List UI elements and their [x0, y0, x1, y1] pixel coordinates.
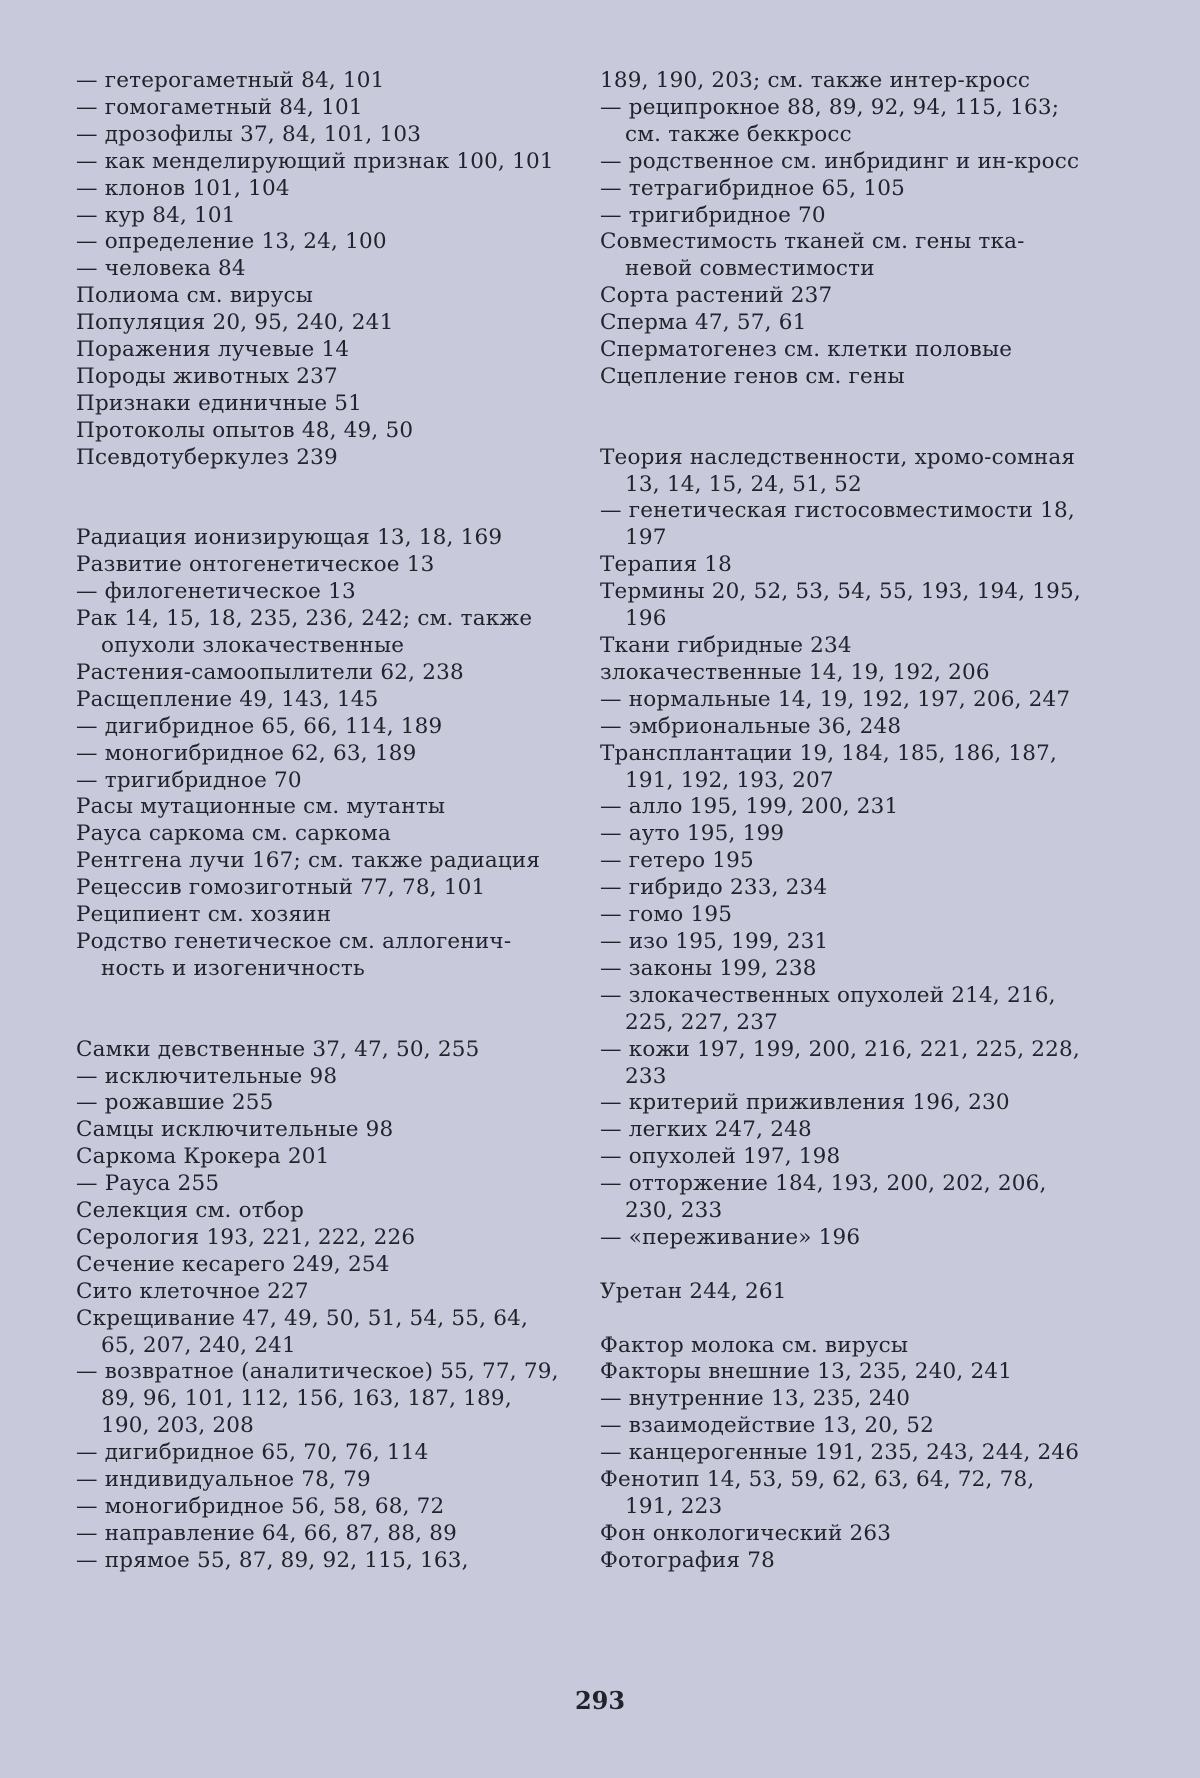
index-entry: — гомогаметный 84, 101 — [76, 94, 363, 120]
index-entry: — возвратное (аналитическое) 55, 77, 79, 89, 96, 101, 112, 156, 163, 187, 189, 190, 203, 208 — [76, 1359, 559, 1439]
index-entry: — злокачественных опухолей 214, 216, 225, 227, 237 — [600, 982, 1056, 1035]
index-entry: Сперма 47, 57, 61 — [600, 310, 807, 336]
entries-block — [76, 1037, 566, 1575]
index-entry: — тригибридное 70 — [76, 767, 302, 793]
index-entry: Совместимость тканей см. гены тка-невой совместимости — [600, 229, 1025, 282]
index-entry: Трансплантации 19, 184, 185, 186, 187, 191, 192, 193, 207 — [600, 740, 1058, 793]
index-entry: — внутренние 13, 235, 240 — [600, 1386, 911, 1412]
entries-block — [600, 1333, 1090, 1575]
index-entry: — кожи 197, 199, 200, 216, 221, 225, 228, 233 — [600, 1036, 1080, 1089]
index-entry: — кур 84, 101 — [76, 202, 236, 228]
index-entry: — гибридо 233, 234 — [600, 875, 828, 901]
entries-block — [600, 445, 1090, 1252]
index-entry: Растения-самоопылители 62, 238 — [76, 659, 464, 685]
index-entry: Самки девственные 37, 47, 50, 255 — [76, 1036, 480, 1062]
index-entry: Термины 20, 52, 53, 54, 55, 193, 194, 195, 196 — [600, 579, 1081, 632]
index-entry: Полиома см. вирусы — [76, 283, 314, 309]
section-gap — [76, 472, 566, 526]
index-entry: — ауто 195, 199 — [600, 821, 785, 847]
index-entry: Сцепление генов см. гены — [600, 363, 905, 389]
index-entry: — исключительные 98 — [76, 1063, 338, 1089]
index-entry: — тригибридное 70 — [600, 202, 826, 228]
section-gap — [600, 391, 1090, 445]
index-entry: — легких 247, 248 — [600, 1117, 812, 1143]
index-entry: Терапия 18 — [600, 552, 733, 578]
section-gap — [76, 983, 566, 1037]
index-entry: Родство генетическое см. аллогенич-ность и изогеничность — [76, 928, 512, 981]
index-entry: Рентгена лучи 167; см. также радиация — [76, 848, 541, 874]
index-entry: — «переживание» 196 — [600, 1224, 861, 1250]
index-entry: — гетеро 195 — [600, 848, 754, 874]
index-entry: Самцы исключительные 98 — [76, 1117, 394, 1143]
index-entry: Селекция см. отбор — [76, 1198, 305, 1224]
index-entry: — прямое 55, 87, 89, 92, 115, 163, — [76, 1547, 469, 1573]
index-entry: — дрозофилы 37, 84, 101, 103 — [76, 121, 422, 147]
index-entry: — законы 199, 238 — [600, 955, 817, 981]
entries-block — [76, 525, 566, 982]
index-entry: Скрещивание 47, 49, 50, 51, 54, 55, 64, 65, 207, 240, 241 — [76, 1305, 528, 1358]
entries-block — [600, 68, 1090, 391]
index-entry: — критерий приживления 196, 230 — [600, 1090, 1010, 1116]
index-entry: — гетерогаметный 84, 101 — [76, 68, 385, 93]
index-entry: Развитие онтогенетическое 13 — [76, 552, 435, 578]
index-entry: — моногибридное 56, 58, 68, 72 — [76, 1494, 445, 1519]
index-entry: Фон онкологический 263 — [600, 1520, 892, 1546]
index-entry: Сорта растений 237 — [600, 283, 833, 309]
index-entry: — реципрокное 88, 89, 92, 94, 115, 163; см. также беккросс — [600, 94, 1060, 147]
index-entry: Саркома Крокера 201 — [76, 1144, 330, 1170]
index-entry: Рауса саркома см. саркома — [76, 821, 391, 847]
index-entry: — алло 195, 199, 200, 231 — [600, 794, 899, 820]
index-entry: Сито клеточное 227 — [76, 1278, 309, 1304]
index-entry: Популяция 20, 95, 240, 241 — [76, 310, 394, 336]
index-entry: Фактор молока см. вирусы — [600, 1332, 909, 1358]
index-entry: — тетрагибридное 65, 105 — [600, 175, 905, 201]
index-entry: Сперматогенез см. клетки половые — [600, 337, 1013, 363]
index-entry: Породы животных 237 — [76, 363, 338, 389]
index-entry: — моногибридное 62, 63, 189 — [76, 740, 417, 766]
index-entry: — отторжение 184, 193, 200, 202, 206, 230, 233 — [600, 1171, 1047, 1224]
index-entry: — опухолей 197, 198 — [600, 1144, 841, 1170]
index-entry: Сечение кесарего 249, 254 — [76, 1251, 390, 1277]
index-entry: — дигибридное 65, 66, 114, 189 — [76, 713, 443, 739]
index-entry: — Рауса 255 — [76, 1171, 220, 1197]
index-entry: 189, 190, 203; см. также интер-кросс — [600, 68, 1031, 93]
index-entry: Серология 193, 221, 222, 226 — [76, 1224, 416, 1250]
index-entry: Реципиент см. хозяин — [76, 902, 332, 928]
index-entry: — направление 64, 66, 87, 88, 89 — [76, 1520, 457, 1546]
index-entry: Рак 14, 15, 18, 235, 236, 242; см. также опухоли злокачественные — [76, 606, 533, 659]
index-entry: — определение 13, 24, 100 — [76, 229, 387, 255]
index-entry: — канцерогенные 191, 235, 243, 244, 246 — [600, 1440, 1080, 1466]
index-entry: — как менделирующий признак 100, 101 — [76, 148, 554, 174]
index-entry: Ткани гибридные 234 — [600, 633, 852, 659]
section-gap — [600, 1306, 1090, 1333]
index-entry: — генетическая гистосовместимости 18, 197 — [600, 498, 1075, 551]
index-entry: Расщепление 49, 143, 145 — [76, 686, 379, 712]
index-entry: Признаки единичные 51 — [76, 390, 363, 416]
index-entry: злокачественные 14, 19, 192, 206 — [600, 659, 990, 685]
left-column — [76, 68, 566, 1575]
index-entry: — дигибридное 65, 70, 76, 114 — [76, 1440, 429, 1466]
index-entry: Рецессив гомозиготный 77, 78, 101 — [76, 875, 486, 901]
index-entry: — клонов 101, 104 — [76, 175, 290, 201]
index-entry: Уретан 244, 261 — [600, 1278, 787, 1304]
index-entry: — рожавшие 255 — [76, 1090, 274, 1116]
index-entry: Фенотип 14, 53, 59, 62, 63, 64, 72, 78, 191, 223 — [600, 1467, 1035, 1519]
index-entry: — изо 195, 199, 231 — [600, 928, 829, 954]
index-entry: Протоколы опытов 48, 49, 50 — [76, 417, 414, 443]
index-entry: Поражения лучевые 14 — [76, 337, 350, 363]
index-entry: — родственное см. инбридинг и ин-кросс — [600, 148, 1080, 174]
index-entry: — гомо 195 — [600, 902, 733, 928]
index-entry: Псевдотуберкулез 239 — [76, 444, 338, 470]
index-entry: Радиация ионизирующая 13, 18, 169 — [76, 525, 503, 551]
index-entry: — взаимодействие 13, 20, 52 — [600, 1413, 935, 1439]
page-number: 293 — [574, 1686, 626, 1715]
entries-block — [600, 1279, 1090, 1306]
index-entry: Теория наследственности, хромо-сомная 13, 14, 15, 24, 51, 52 — [600, 444, 1076, 497]
index-entry: — филогенетическое 13 — [76, 579, 356, 605]
entries-block — [76, 68, 566, 472]
index-entry: — индивидуальное 78, 79 — [76, 1467, 371, 1493]
index-entry: — человека 84 — [76, 256, 246, 282]
section-gap — [600, 1252, 1090, 1279]
index-entry: — эмбриональные 36, 248 — [600, 713, 902, 739]
index-entry: Расы мутационные см. мутанты — [76, 794, 446, 820]
index-entry: Фотография 78 — [600, 1547, 775, 1573]
index-entry: — нормальные 14, 19, 192, 197, 206, 247 — [600, 686, 1071, 712]
right-column — [600, 68, 1090, 1575]
index-entry: Факторы внешние 13, 235, 240, 241 — [600, 1359, 1013, 1385]
